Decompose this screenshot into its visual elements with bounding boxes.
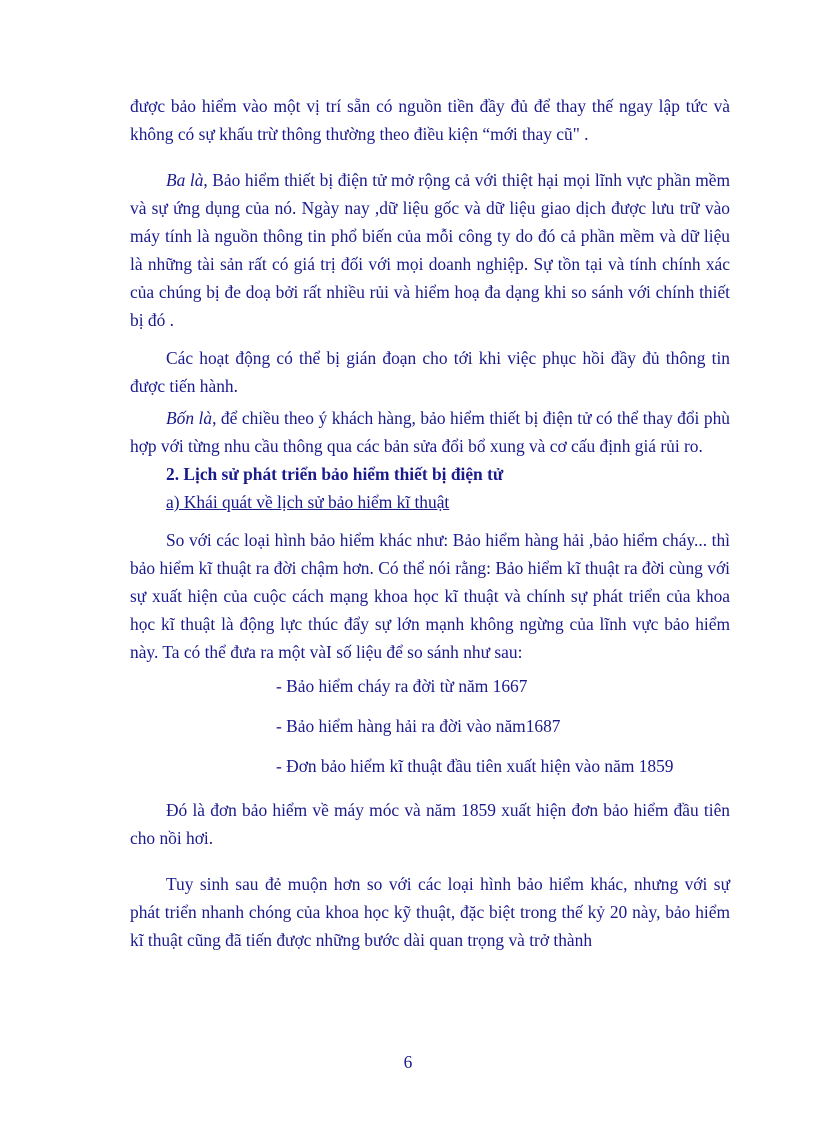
paragraph-ba-la [130,166,730,334]
ba-la-lead: Ba là [166,170,204,190]
document-page [130,92,730,954]
section-heading-2: 2. Lịch sử phát triển bảo hiểm thiết bị điện tử [166,464,504,484]
paragraph-7: Tuy sinh sau đẻ muộn hơn so với các loại hình bảo hiểm khác, nhưng với sự phát triển nhanh chóng của khoa học kỹ thuật, đặc biệt trong thế kỷ 20 này, bảo hiểm kĩ thuật cũng đã tiến được những bước dài quan trọng và trở thành [130,874,730,950]
bon-la-lead: Bốn là [166,408,213,428]
page-number: 6 [403,1052,413,1072]
subheading-a [130,488,730,516]
paragraph-6: Đó là đơn bảo hiểm về máy móc và năm 1859 xuất hiện đơn bảo hiểm đầu tiên cho nồi hơi. [130,800,730,848]
history-list [130,666,730,786]
paragraph-1: được bảo hiểm vào một vị trí sẵn có nguồn tiền đầy đủ để thay thế ngay lập tức và không có sự khấu trừ thông thường theo điều kiện “mới thay cũ" . [130,96,730,144]
paragraph-5: So với các loại hình bảo hiểm khác như: Bảo hiểm hàng hải ,bảo hiểm cháy... thì bảo hiểm kĩ thuật ra đời chậm hơn. Có thể nói rằng: Bảo hiểm kĩ thuật ra đời cùng với sự xuất hiện của cuộc cách mạng khoa học kĩ thuật và chính sự phát triển của khoa học kĩ thuật là động lực thúc đẩy sự lớn mạnh không ngừng của lĩnh vực bảo hiểm này. Ta có thể đưa ra một vàI số liệu để so sánh như sau: [130,530,730,662]
paragraph-bon-la [130,404,730,460]
list-item-fire: - Bảo hiểm cháy ra đời từ năm 1667 [276,676,528,696]
list-item-marine: - Bảo hiểm hàng hải ra đời vào năm1687 [276,716,561,736]
ba-la-body: , Bảo hiểm thiết bị điện tử mở rộng cả với thiệt hại mọi lĩnh vực phần mềm và sự ứng dụng của nó. Ngày nay ,dữ liệu gốc và dữ liệu giao dịch được lưu trữ vào máy tính là nguồn thông tin phổ biến của mỗi công ty do đó cả phần mềm và dữ liệu là những tài sản rất có giá trị đối với mọi doanh nghiệp. Sự tồn tại và tính chính xác của chúng bị đe doạ bởi rất nhiều rủi và hiểm hoạ đa dạng khi so sánh với chính thiết bị đó . [130,170,730,330]
paragraph-3: Các hoạt động có thể bị gián đoạn cho tới khi việc phục hồi đầy đủ thông tin được tiến hành. [130,348,730,396]
bon-la-body: , để chiều theo ý khách hàng, bảo hiểm thiết bị điện tử có thể thay đổi phù hợp với từng nhu cầu thông qua các bản sửa đổi bổ xung và cơ cấu định giá rủi ro. [130,408,730,456]
list-item-engineering: - Đơn bảo hiểm kĩ thuật đầu tiên xuất hiện vào năm 1859 [276,756,674,776]
subheading-a-text: a) Khái quát về lịch sử bảo hiểm kĩ thuật [166,492,450,512]
